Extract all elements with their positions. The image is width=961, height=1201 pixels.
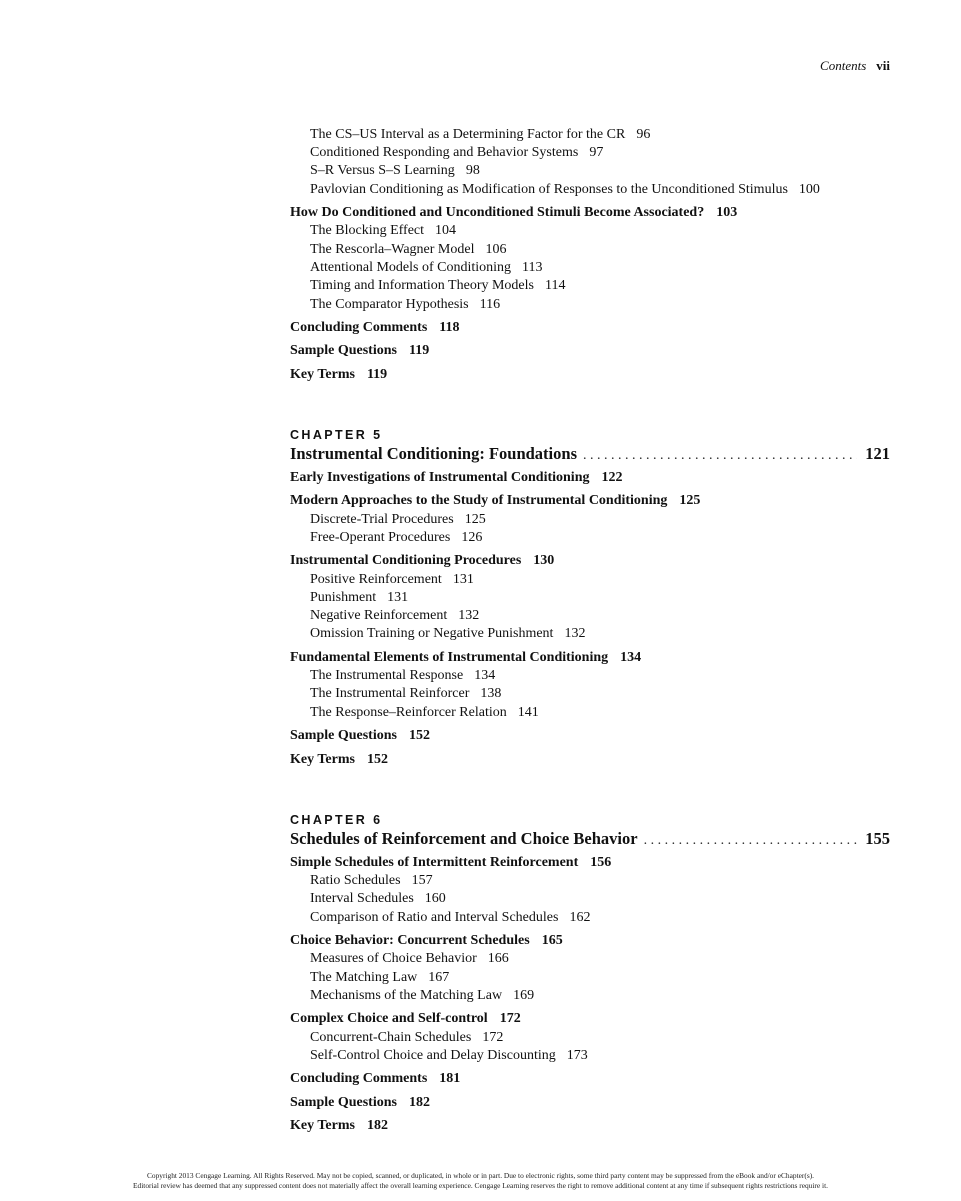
toc-section-page: 172 — [499, 1011, 521, 1026]
toc-subentry[interactable] — [310, 277, 565, 295]
toc-subentry[interactable] — [310, 1047, 588, 1065]
toc-section-page: 118 — [439, 320, 460, 335]
toc-section[interactable] — [290, 552, 554, 570]
chapter-label: CHAPTER 6 — [290, 813, 383, 827]
toc-entry-page: 96 — [636, 127, 651, 142]
toc-section[interactable] — [290, 1117, 388, 1135]
toc-entry-page: 167 — [428, 970, 450, 985]
toc-section[interactable] — [290, 1070, 460, 1088]
toc-section-page: 152 — [408, 728, 430, 743]
toc-subentry[interactable] — [310, 511, 486, 529]
toc-entry-page: 138 — [480, 686, 502, 701]
toc-entry-page: 162 — [569, 910, 591, 925]
toc-entry-page: 116 — [479, 297, 501, 312]
chapter-label: CHAPTER 5 — [290, 428, 383, 442]
toc-entry-page: 113 — [522, 260, 543, 275]
toc-subentry[interactable] — [310, 241, 506, 259]
toc-entry-page: 166 — [487, 951, 509, 966]
toc-entry-page: 134 — [474, 668, 496, 683]
toc-subentry[interactable] — [310, 571, 474, 589]
toc-entry-title: Concurrent-Chain Schedules — [310, 1030, 472, 1045]
toc-entry-title: The Rescorla–Wagner Model — [310, 242, 475, 257]
toc-section-page: 165 — [541, 933, 563, 948]
toc-entry-title: Ratio Schedules — [310, 873, 401, 888]
toc-entry-title: The Response–Reinforcer Relation — [310, 705, 507, 720]
toc-subentry[interactable] — [310, 872, 433, 890]
chapter-title[interactable] — [290, 828, 890, 852]
toc-section-title: Early Investigations of Instrumental Conditioning — [290, 470, 590, 485]
toc-entry-title: Interval Schedules — [310, 891, 414, 906]
toc-entry-page: 114 — [545, 278, 566, 293]
toc-section-page: 119 — [408, 343, 430, 358]
toc-subentry[interactable] — [310, 222, 456, 240]
toc-subentry[interactable] — [310, 529, 482, 547]
toc-entry-page: 100 — [798, 182, 820, 197]
toc-section[interactable] — [290, 366, 387, 384]
toc-section-page: 182 — [408, 1095, 430, 1110]
toc-entry-title: The Matching Law — [310, 970, 418, 985]
toc-section-page: 181 — [439, 1071, 461, 1086]
toc-section-title: Concluding Comments — [290, 320, 428, 335]
toc-section[interactable] — [290, 1094, 430, 1112]
toc-subentry[interactable] — [310, 1029, 503, 1047]
toc-section-page: 119 — [366, 367, 388, 382]
toc-section-title: Instrumental Conditioning Procedures — [290, 553, 522, 568]
toc-entry-title: Mechanisms of the Matching Law — [310, 988, 503, 1003]
toc-section-title: Key Terms — [290, 752, 355, 767]
toc-entry-page: 132 — [458, 608, 480, 623]
toc-section-title: Complex Choice and Self-control — [290, 1011, 488, 1026]
chapter-title-text: Schedules of Reinforcement and Choice Behavior — [290, 829, 638, 848]
toc-entry-page: 173 — [566, 1048, 588, 1063]
toc-entry-page: 131 — [387, 590, 409, 605]
toc-subentry[interactable] — [310, 909, 590, 927]
toc-entry-page: 141 — [517, 705, 539, 720]
toc-subentry[interactable] — [310, 607, 479, 625]
toc-subentry[interactable] — [310, 259, 543, 277]
toc-section[interactable] — [290, 204, 737, 222]
toc-entry-title: Positive Reinforcement — [310, 572, 442, 587]
toc-subentry[interactable] — [310, 685, 501, 703]
toc-entry-title: S–R Versus S–S Learning — [310, 163, 455, 178]
toc-section[interactable] — [290, 751, 388, 769]
toc-section-page: 122 — [601, 470, 623, 485]
toc-section[interactable] — [290, 727, 430, 745]
toc-section-title: Key Terms — [290, 1118, 355, 1133]
toc-section-page: 125 — [679, 493, 701, 508]
toc-entry-page: 169 — [513, 988, 535, 1003]
toc-entry-title: Punishment — [310, 590, 377, 605]
toc-section[interactable] — [290, 319, 460, 337]
toc-subentry[interactable] — [310, 704, 539, 722]
toc-entry-page: 125 — [464, 512, 486, 527]
toc-entry-title: The Instrumental Response — [310, 668, 464, 683]
running-head — [820, 57, 890, 75]
toc-entry-title: Comparison of Ratio and Interval Schedules — [310, 910, 559, 925]
toc-section-title: Concluding Comments — [290, 1071, 428, 1086]
toc-section-title: How Do Conditioned and Unconditioned Stimuli Become Associated? — [290, 205, 705, 220]
toc-entry-title: Self-Control Choice and Delay Discounting — [310, 1048, 556, 1063]
toc-entry-page: 97 — [589, 145, 604, 160]
toc-subentry[interactable] — [310, 969, 449, 987]
copyright-line-2: Editorial review has deemed that any suppressed content does not materially affect the overall learning experience. Cengage Learning reserves the right to remove additional content at any time if subsequent rights restrictions require it. — [133, 1181, 828, 1190]
toc-subentry[interactable] — [310, 126, 650, 144]
toc-entry-title: Timing and Information Theory Models — [310, 278, 534, 293]
toc-entry-title: Omission Training or Negative Punishment — [310, 626, 554, 641]
toc-entry-title: Free-Operant Procedures — [310, 530, 451, 545]
toc-section-title: Sample Questions — [290, 728, 397, 743]
toc-section-page: 152 — [366, 752, 388, 767]
dot-leader — [583, 445, 857, 467]
toc-section-page: 134 — [620, 650, 642, 665]
chapter-page: 121 — [865, 444, 890, 463]
toc-entry-page: 157 — [411, 873, 433, 888]
copyright-line-1: Copyright 2013 Cengage Learning. All Rights Reserved. May not be copied, scanned, or duplicated, in whole or in part. Due to electronic rights, some third party content may be suppressed from the eBook and/or eChapter(s). — [146, 1171, 815, 1180]
toc-section-title: Fundamental Elements of Instrumental Conditioning — [290, 650, 609, 665]
chapter-title[interactable] — [290, 443, 890, 467]
toc-entry-title: Discrete-Trial Procedures — [310, 512, 454, 527]
toc-entry-page: 131 — [452, 572, 474, 587]
toc-section[interactable] — [290, 492, 700, 510]
running-head-page-number: vii — [876, 58, 890, 73]
toc-subentry[interactable] — [310, 625, 585, 643]
toc-entry-page: 126 — [461, 530, 483, 545]
toc-subentry[interactable] — [310, 890, 446, 908]
toc-entry-page: 132 — [564, 626, 586, 641]
toc-entry-title: The CS–US Interval as a Determining Factor for the CR — [310, 127, 626, 142]
toc-subentry[interactable] — [310, 144, 603, 162]
toc-section-page: 103 — [716, 205, 738, 220]
toc-subentry[interactable] — [310, 987, 534, 1005]
toc-section-title: Key Terms — [290, 367, 355, 382]
toc-subentry[interactable] — [310, 181, 820, 199]
toc-section-title: Simple Schedules of Intermittent Reinforcement — [290, 855, 579, 870]
toc-section[interactable] — [290, 854, 611, 872]
toc-entry-title: Conditioned Responding and Behavior Systems — [310, 145, 579, 160]
toc-section-page: 156 — [590, 855, 612, 870]
toc-entry-page: 106 — [485, 242, 507, 257]
toc-subentry[interactable] — [310, 950, 509, 968]
toc-entry-title: The Instrumental Reinforcer — [310, 686, 470, 701]
toc-entry-page: 98 — [465, 163, 480, 178]
toc-section[interactable] — [290, 469, 622, 487]
toc-entry-title: Measures of Choice Behavior — [310, 951, 477, 966]
toc-subentry[interactable] — [310, 296, 500, 314]
toc-entry-title: The Blocking Effect — [310, 223, 425, 238]
toc-subentry[interactable] — [310, 667, 495, 685]
dot-leader — [644, 830, 858, 852]
toc-section-title: Sample Questions — [290, 343, 397, 358]
chapter-title-text: Instrumental Conditioning: Foundations — [290, 444, 577, 463]
copyright-footer — [0, 1171, 961, 1191]
toc-entry-page: 160 — [424, 891, 446, 906]
toc-section-title: Choice Behavior: Concurrent Schedules — [290, 933, 530, 948]
toc-section-page: 182 — [366, 1118, 388, 1133]
toc-entry-title: Negative Reinforcement — [310, 608, 448, 623]
toc-entry-page: 172 — [482, 1030, 504, 1045]
toc-section-title: Modern Approaches to the Study of Instrumental Conditioning — [290, 493, 668, 508]
toc-subentry[interactable] — [310, 162, 480, 180]
toc-entry-title: The Comparator Hypothesis — [310, 297, 469, 312]
chapter-page: 155 — [865, 829, 890, 848]
toc-entry-page: 104 — [435, 223, 457, 238]
toc-section-title: Sample Questions — [290, 1095, 397, 1110]
toc-section[interactable] — [290, 342, 429, 360]
toc-section-page: 130 — [533, 553, 555, 568]
toc-section[interactable] — [290, 932, 563, 950]
toc-subentry[interactable] — [310, 589, 408, 607]
toc-entry-title: Pavlovian Conditioning as Modification of Responses to the Unconditioned Stimulus — [310, 182, 788, 197]
toc-section[interactable] — [290, 1010, 521, 1028]
toc-section[interactable] — [290, 649, 641, 667]
toc-entry-title: Attentional Models of Conditioning — [310, 260, 512, 275]
running-head-title: Contents — [820, 58, 867, 73]
